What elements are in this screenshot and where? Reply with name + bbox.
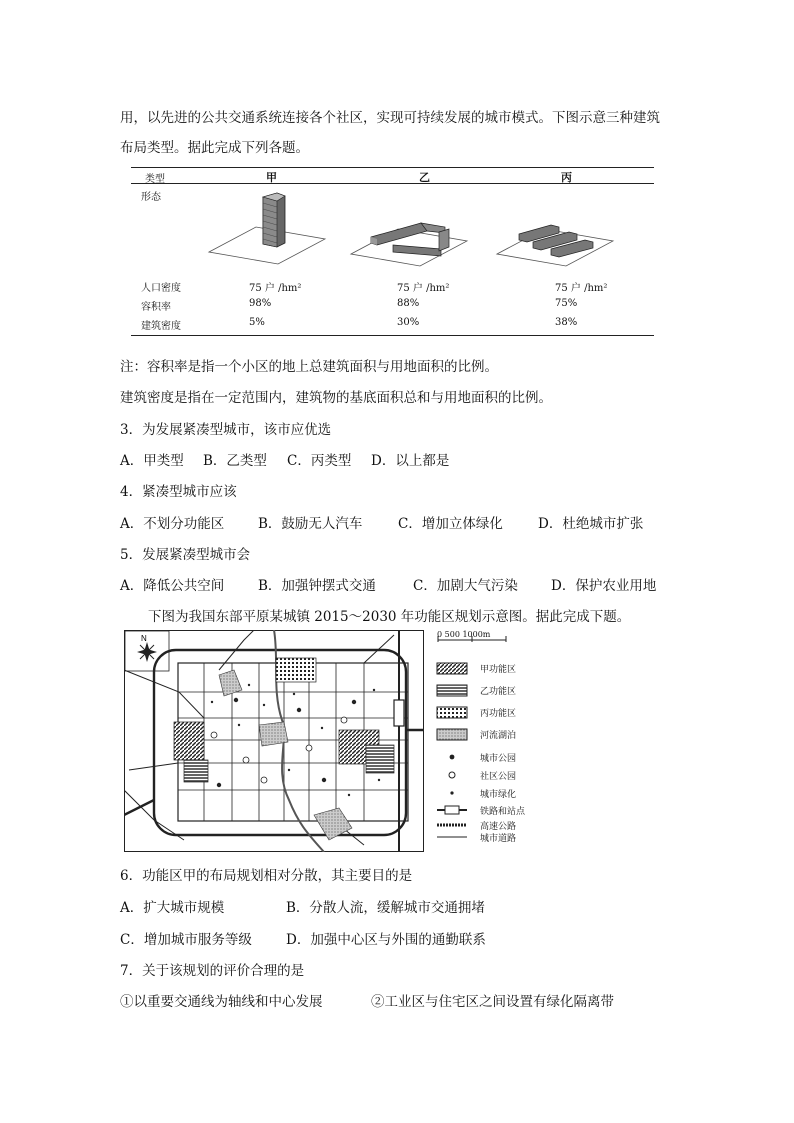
cell-jia-density: 75 户 /hm²	[249, 283, 302, 294]
q5-option-b[interactable]: B．加强钟摆式交通	[258, 578, 376, 594]
slab-building-icon	[497, 225, 613, 266]
town-functional-zone-map	[124, 630, 424, 852]
building-form-illustrations	[201, 187, 641, 282]
legend-greening-icon	[450, 791, 453, 794]
table-header-yi: 乙	[419, 171, 430, 184]
compass-rose-icon	[137, 642, 157, 662]
table-header-jia: 甲	[266, 171, 277, 184]
q7-statement-2: ②工业区与住宅区之间设置有绿化隔离带	[371, 994, 614, 1010]
q4-option-c[interactable]: C．增加立体绿化	[398, 516, 503, 532]
cell-bing-coverage: 38%	[555, 317, 578, 328]
scale-label: 0 500 1000m	[437, 630, 491, 639]
central-lake	[259, 722, 288, 746]
q4-stem: 4．紧凑型城市应该	[120, 484, 237, 500]
cell-jia-coverage: 5%	[249, 317, 265, 328]
q5-option-c[interactable]: C．加剧大气污染	[413, 578, 518, 594]
legend-river-label: 河流湖泊	[480, 731, 517, 741]
row-label-coverage: 建筑密度	[141, 321, 181, 332]
q3-option-d[interactable]: D．以上都是	[371, 453, 450, 469]
legend-city-park-label: 城市公园	[480, 754, 517, 764]
table-header-rule	[131, 183, 654, 184]
legend-river-swatch	[437, 729, 467, 740]
cell-yi-density: 75 户 /hm²	[397, 283, 450, 294]
table-form-label: 形态	[141, 192, 161, 203]
map-intro: 下图为我国东部平原某城镇 2015～2030 年功能区规划示意图。据此完成下题。	[148, 609, 631, 625]
q5-option-d[interactable]: D．保护农业用地	[551, 578, 657, 594]
building-layout-table	[131, 167, 654, 336]
legend-jia-label: 甲功能区	[480, 665, 517, 675]
zone-yi-east	[366, 745, 394, 773]
q4-option-d[interactable]: D．杜绝城市扩张	[538, 516, 644, 532]
cell-yi-coverage: 30%	[397, 317, 420, 328]
legend-railway-icon	[437, 806, 467, 814]
q5-stem: 5．发展紧凑型城市会	[120, 547, 251, 563]
legend-road-label: 城市道路	[480, 834, 517, 844]
q3-option-c[interactable]: C．丙类型	[287, 453, 352, 469]
zone-jia-west	[174, 722, 204, 760]
q4-option-b[interactable]: B．鼓励无人汽车	[258, 516, 363, 532]
legend-community-park-label: 社区公园	[480, 772, 517, 782]
legend-yi-label: 乙功能区	[480, 687, 517, 697]
legend-bing-swatch	[437, 707, 467, 718]
table-header-bing: 丙	[561, 171, 572, 184]
legend-railway-label: 铁路和站点	[480, 807, 526, 817]
q5-option-a[interactable]: A．降低公共空间	[120, 578, 225, 594]
legend-jia-swatch	[437, 663, 467, 674]
courtyard-building-icon	[351, 223, 467, 266]
table-header-type: 类型	[145, 174, 165, 185]
q7-stem: 7．关于该规划的评价合理的是	[120, 963, 305, 979]
legend-bing-label: 丙功能区	[480, 709, 517, 719]
q3-stem: 3．为发展紧凑型城市，该市应优选	[120, 422, 332, 438]
legend-swatches	[436, 660, 470, 840]
legend-yi-swatch	[437, 685, 467, 696]
q6-option-c[interactable]: C．增加城市服务等级	[120, 932, 252, 948]
legend-community-park-icon	[449, 772, 455, 778]
north-label: N	[141, 634, 147, 643]
q7-statement-1: ①以重要交通线为轴线和中心发展	[120, 994, 323, 1010]
row-label-density: 人口密度	[141, 283, 181, 294]
legend-highway-label: 高速公路	[480, 822, 517, 832]
q6-option-d[interactable]: D．加强中心区与外围的通勤联系	[286, 932, 486, 948]
legend-city-park-icon	[450, 755, 455, 760]
cell-bing-far: 75%	[555, 298, 578, 309]
note-floor-area-ratio: 注：容积率是指一个小区的地上总建筑面积与用地面积的比例。	[120, 359, 498, 375]
note-building-density: 建筑密度是指在一定范围内，建筑物的基底面积总和与用地面积的比例。	[120, 390, 552, 406]
table-bottom-rule	[131, 335, 654, 336]
cell-bing-density: 75 户 /hm²	[555, 283, 608, 294]
row-label-far: 容积率	[141, 302, 171, 313]
tower-building-icon	[209, 193, 325, 264]
q4-option-a[interactable]: A．不划分功能区	[120, 516, 225, 532]
q6-stem: 6．功能区甲的布局规划相对分散，其主要目的是	[120, 868, 413, 884]
q3-option-b[interactable]: B．乙类型	[203, 453, 267, 469]
q3-option-a[interactable]: A．甲类型	[120, 453, 184, 469]
zone-yi-west	[184, 760, 208, 782]
cell-jia-far: 98%	[249, 298, 272, 309]
legend-greening-label: 城市绿化	[480, 790, 517, 800]
zone-bing-north	[276, 658, 316, 682]
q6-option-a[interactable]: A．扩大城市规模	[120, 900, 225, 916]
q6-option-b[interactable]: B．分散人流，缓解城市交通拥堵	[286, 900, 485, 916]
intro-line-1: 用，以先进的公共交通系统连接各个社区，实现可持续发展的城市模式。下图示意三种建筑	[120, 110, 660, 126]
intro-line-2: 布局类型。据此完成下列各题。	[120, 140, 309, 156]
table-top-rule	[131, 167, 654, 168]
cell-yi-far: 88%	[397, 298, 420, 309]
